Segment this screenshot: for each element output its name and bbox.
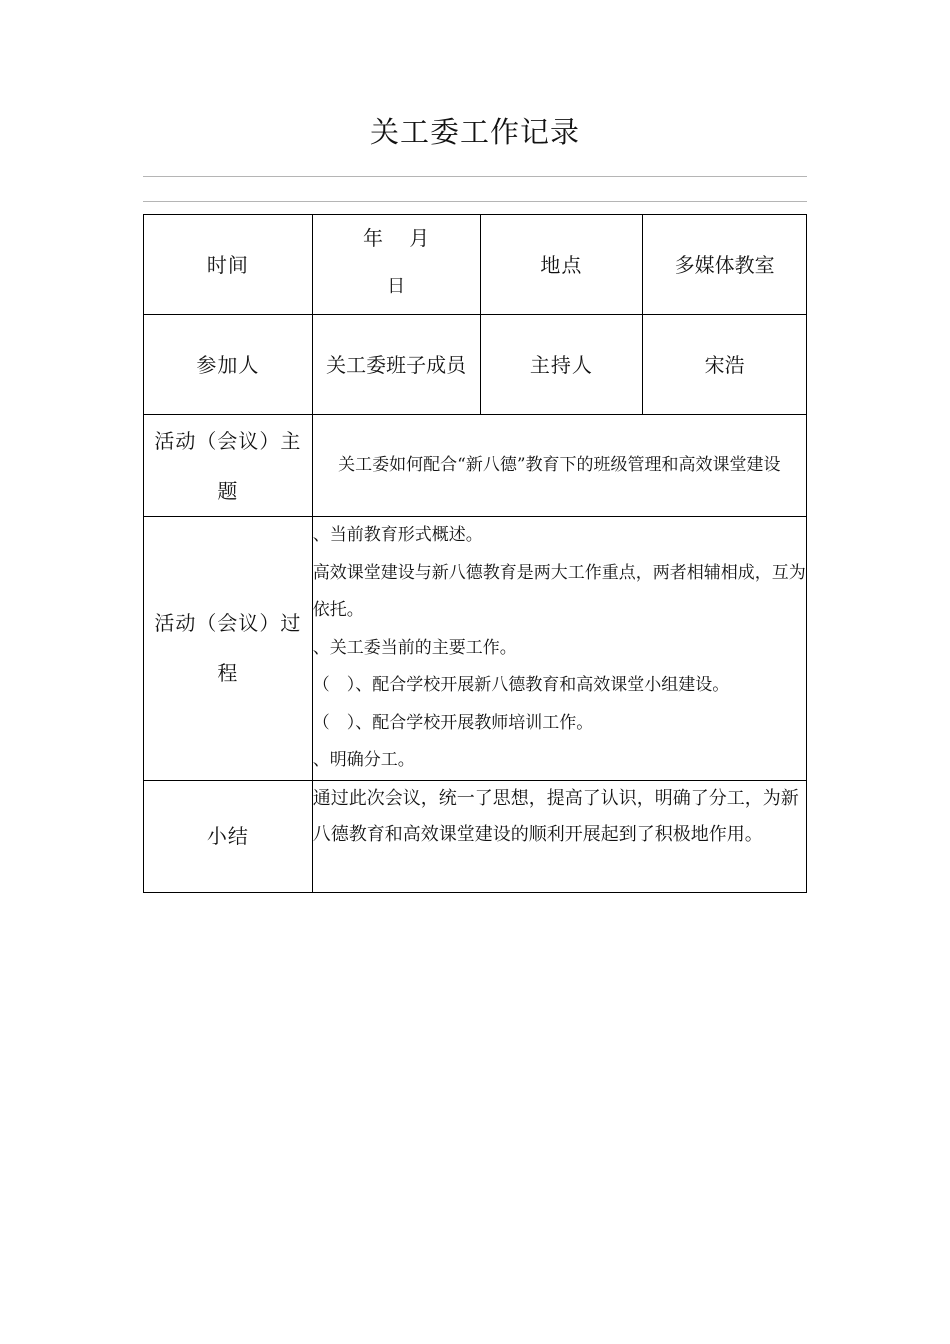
table-row-summary <box>144 780 807 892</box>
process-content <box>312 517 806 781</box>
table-row-process <box>144 517 807 781</box>
process-line: 、关工委当前的主要工作。 <box>312 637 517 658</box>
table-row-time-place <box>144 215 807 315</box>
record-table <box>143 214 807 893</box>
participants-label: 参加人 <box>144 315 313 415</box>
place-label: 地点 <box>480 215 643 315</box>
process-line: （ ）、配合学校开展教师培训工作。 <box>312 712 594 733</box>
process-line: 高效课堂建设与新八德教育是两大工作重点，两者相辅相成，互为依托。 <box>312 562 806 620</box>
date-year-month: 年 月 <box>362 225 430 250</box>
divider-bottom <box>143 201 807 202</box>
process-line: （ ）、配合学校开展新八德教育和高效课堂小组建设。 <box>312 675 730 695</box>
summary-label: 小结 <box>144 780 313 892</box>
topic-value: 关工委如何配合“新八德”教育下的班级管理和高效课堂建设 <box>312 415 806 517</box>
place-value: 多媒体教室 <box>643 215 807 315</box>
summary-value: 通过此次会议，统一了思想，提高了认识，明确了分工，为新八德教育和高效课堂建设的顺利开展起到了积极地作用。 <box>312 780 806 892</box>
page-title: 关工委工作记录 <box>369 115 580 149</box>
participants-value: 关工委班子成员 <box>312 315 480 415</box>
process-label: 活动（会议）过程 <box>144 517 313 781</box>
date-cell <box>312 215 480 315</box>
topic-label: 活动（会议）主题 <box>144 415 313 517</box>
host-label: 主持人 <box>480 315 643 415</box>
time-label: 时间 <box>144 215 313 315</box>
process-line: 、明确分工。 <box>312 750 415 770</box>
table-row-topic <box>144 415 807 517</box>
host-value: 宋浩 <box>643 315 807 415</box>
date-day: 日 <box>387 275 406 297</box>
table-row-participants-host <box>144 315 807 415</box>
process-line: 、当前教育形式概述。 <box>312 525 483 545</box>
divider-top <box>143 176 807 177</box>
